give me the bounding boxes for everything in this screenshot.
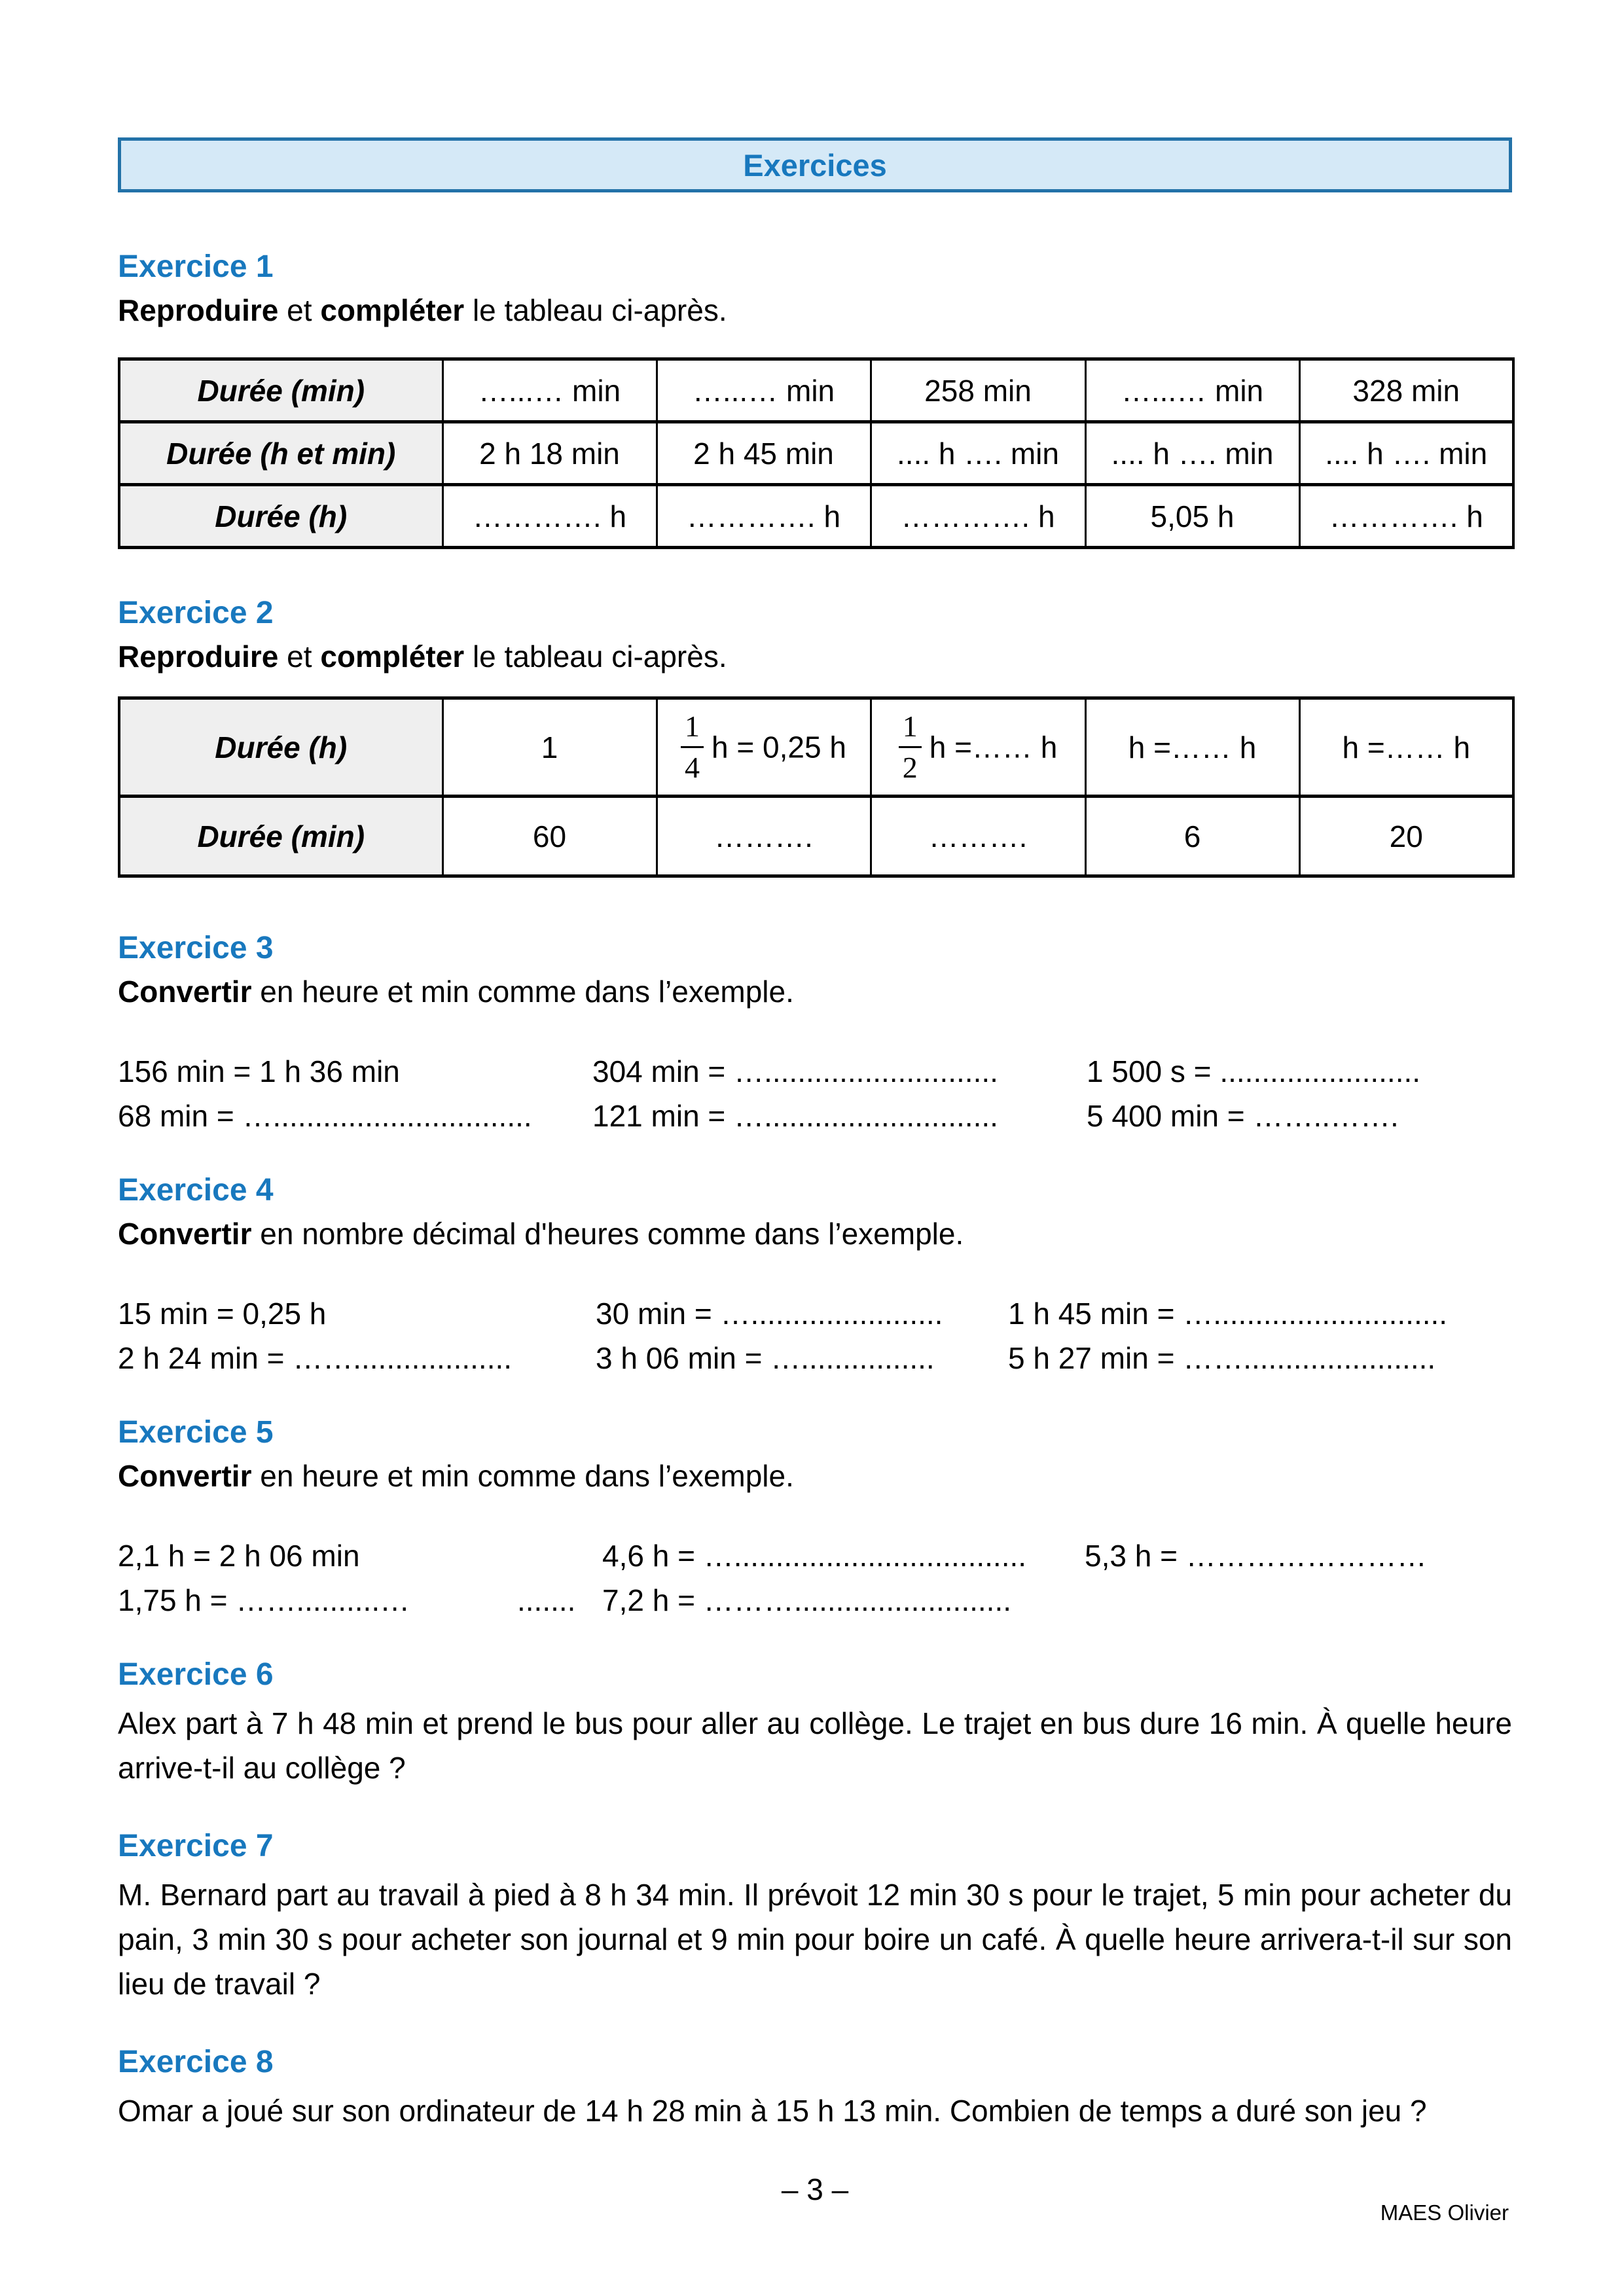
exercise-6-text: Alex part à 7 h 48 min et prend le bus pour aller au collège. Le trajet en bus dure 16 min. À quelle heure arrive-t-il au collège ? [118,1706,1512,1785]
conversion-item: 3 h 06 min = …................ [596,1341,935,1375]
table-cell: .... h …. min [1085,422,1299,485]
fraction-one-quarter [681,710,704,784]
conversion-line [118,1291,1512,1336]
conversion-line [118,1336,1512,1380]
duration-table-2 [118,696,1515,878]
exercise-4-heading: Exercice 4 [118,1173,274,1208]
conversion-item: 5 400 min = ……..……. [1087,1099,1399,1133]
table-row [119,485,1513,548]
table-cell-text: h =…… h [929,730,1058,764]
exercise-3-heading: Exercice 3 [118,931,274,965]
conversion-line [118,1534,1512,1578]
table-header-cell: Durée (min) [119,359,442,422]
exercise-1-intro [118,293,1512,327]
exercise-5-intro [118,1459,1512,1493]
table-cell: …...… min [442,359,657,422]
intro-bold-word: Reproduire [118,639,279,673]
fraction-denominator: 2 [902,751,918,784]
table-header-cell: Durée (h) [119,698,442,797]
exercise-5-heading: Exercice 5 [118,1415,274,1450]
intro-text: en nombre décimal d'heures comme dans l’exemple. [251,1217,964,1251]
author-name: MAES Olivier [1380,2200,1509,2225]
table-cell: .... h …. min [1299,422,1513,485]
exercise-4-intro [118,1217,1512,1251]
table-header-cell: Durée (min) [119,797,442,876]
banner-title: Exercices [743,147,887,183]
exercise-4-conversions [118,1291,1512,1380]
conversion-item: 15 min = 0,25 h [118,1297,327,1331]
table-row [119,797,1513,876]
exercise-3-intro [118,975,1512,1009]
exercise-1-heading: Exercice 1 [118,249,274,284]
page-number: – 3 – [781,2172,849,2206]
duration-table-1 [118,357,1515,549]
table-row [119,359,1513,422]
table-cell: 1 [442,698,657,797]
exercise-6-heading: Exercice 6 [118,1657,274,1692]
exercise-8-heading: Exercice 8 [118,2045,274,2079]
table-cell: …………. h [442,485,657,548]
conversion-item: 4,6 h = …................................... [602,1539,1027,1573]
intro-text: et [278,639,321,673]
intro-text: en heure et min comme dans l’exemple. [251,1459,794,1493]
table-cell: 258 min [871,359,1085,422]
table-cell: 60 [442,797,657,876]
fraction-denominator: 4 [685,751,700,784]
table-header-cell: Durée (h) [119,485,442,548]
exercise-3-conversions [118,1049,1512,1138]
table-cell: ………. [657,797,871,876]
intro-text: le tableau ci-après. [464,639,727,673]
conversion-item: 1 500 s = ........................ [1087,1054,1421,1088]
exercise-7-text: M. Bernard part au travail à pied à 8 h 34 min. Il prévoit 12 min 30 s pour le trajet, 5 min pour acheter du pain, 3 min 30 s pour acheter son journal et 9 min pour boire un café. À quelle heure arrivera-t-il sur son lieu de travail ? [118,1878,1512,2001]
conversion-item: 2,1 h = 2 h 06 min [118,1539,360,1573]
table-cell: …………. h [1299,485,1513,548]
conversion-item: 7,2 h = ……….......................... [602,1583,1012,1617]
intro-bold-word: Convertir [118,1459,252,1493]
table-cell: 6 [1085,797,1299,876]
table-cell: 2 h 18 min [442,422,657,485]
conversion-item: 5 h 27 min = ……....................... [1008,1341,1436,1375]
intro-bold-word: Convertir [118,1217,252,1251]
table-cell: h =…… h [1299,698,1513,797]
table-cell: …...… min [657,359,871,422]
conversion-item: 121 min = …............................ [592,1099,998,1133]
conversion-item: 1,75 h = ……..........… [118,1583,410,1617]
table-cell: h =…… h [1085,698,1299,797]
table-cell: …………. h [657,485,871,548]
conversion-item [1087,1578,1512,1623]
table-cell: 20 [1299,797,1513,876]
exercise-2-intro [118,639,1512,673]
table-cell: 328 min [1299,359,1513,422]
conversion-line [118,1094,1512,1138]
intro-text: le tableau ci-après. [464,293,727,327]
intro-bold-word: compléter [320,639,465,673]
intro-text: et [278,293,321,327]
exercise-2-heading: Exercice 2 [118,596,274,630]
conversion-item: 5,3 h = …………………… [1085,1539,1427,1573]
intro-bold-word: Reproduire [118,293,279,327]
fraction-numerator: 1 [899,710,922,748]
conversion-item: 304 min = …............................ [592,1054,998,1088]
conversion-item: 30 min = …....................... [596,1297,943,1331]
conversion-line [118,1049,1512,1094]
table-cell-text: h = 0,25 h [712,730,846,764]
conversion-line [118,1578,1512,1623]
exercise-5-conversions [118,1534,1512,1623]
exercises-banner [118,137,1512,192]
conversion-item: 2 h 24 min = ……................... [118,1341,513,1375]
table-row [119,698,1513,797]
table-cell: …………. h [871,485,1085,548]
conversion-item: 1 h 45 min = …............................ [1008,1297,1448,1331]
table-cell: ………. [871,797,1085,876]
table-cell [871,698,1085,797]
intro-text: en heure et min comme dans l’exemple. [251,975,794,1009]
exercise-7-heading: Exercice 7 [118,1829,274,1863]
table-cell: …...… min [1085,359,1299,422]
fraction-one-half [899,710,922,784]
intro-bold-word: Convertir [118,975,252,1009]
conversion-item: 156 min = 1 h 36 min [118,1054,400,1088]
intro-bold-word: compléter [320,293,465,327]
table-row [119,422,1513,485]
table-cell [657,698,871,797]
fraction-numerator: 1 [681,710,704,748]
conversion-item: 68 min = …............................... [118,1099,532,1133]
exercise-8-text: Omar a joué sur son ordinateur de 14 h 28 min à 15 h 13 min. Combien de temps a duré son jeu ? [118,2094,1427,2128]
table-header-cell: Durée (h et min) [119,422,442,485]
table-cell: .... h …. min [871,422,1085,485]
conversion-item: ....... [517,1583,576,1617]
table-cell: 5,05 h [1085,485,1299,548]
table-cell: 2 h 45 min [657,422,871,485]
page-content [118,0,1512,2133]
